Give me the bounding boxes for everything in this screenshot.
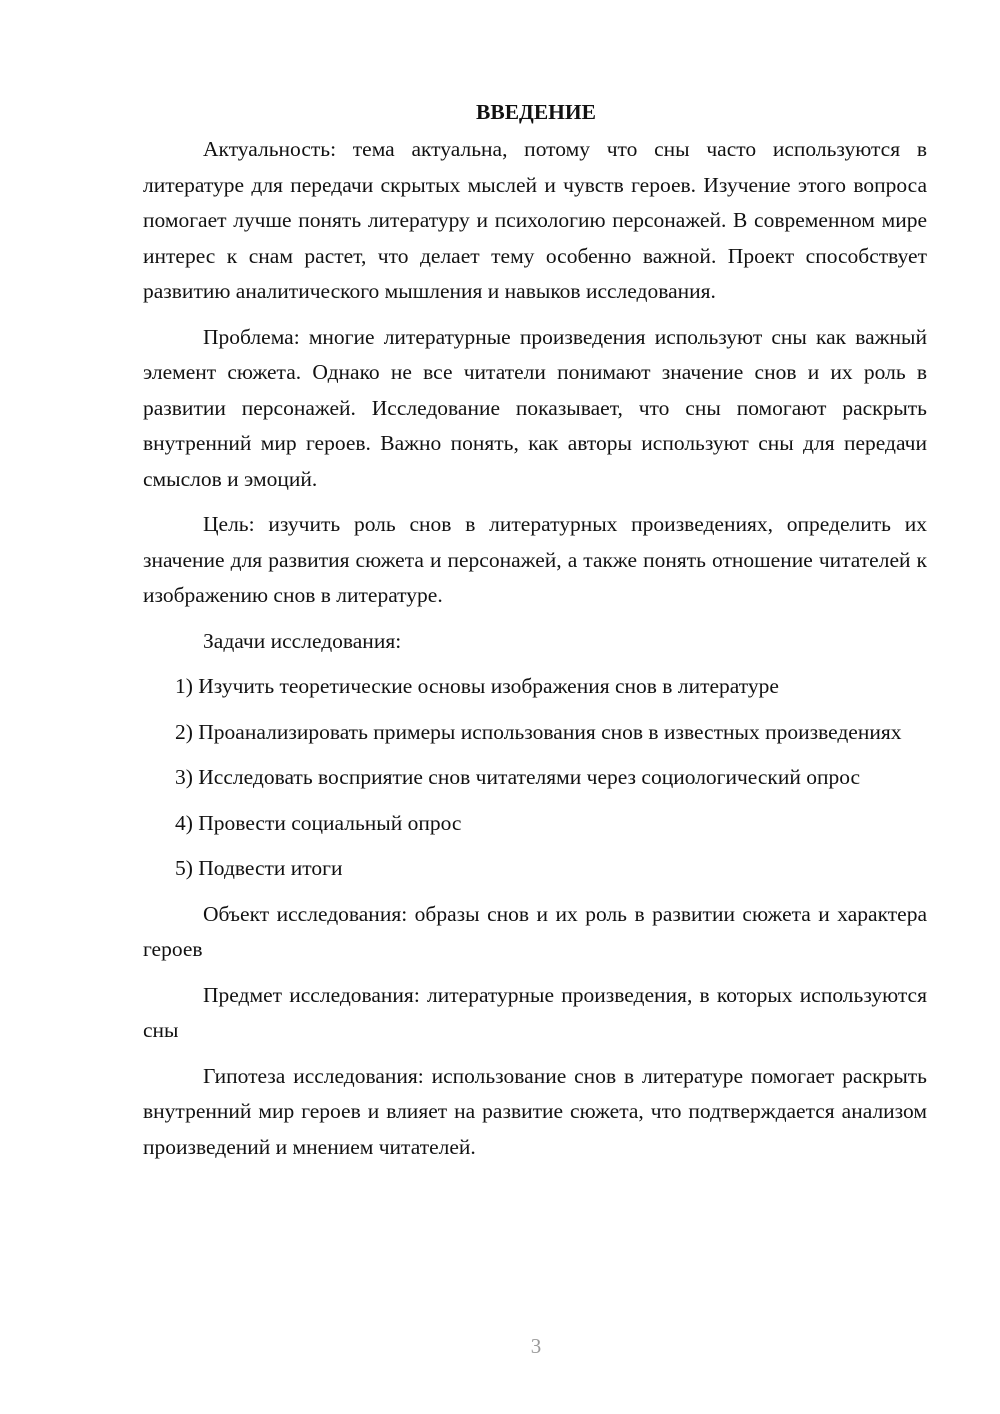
task-item-3: 3) Исследовать восприятие снов читателями через социологический опрос: [175, 765, 861, 789]
task-item-2: 2) Проанализировать примеры использования снов в известных произведениях: [175, 719, 902, 744]
task-item-4: 4) Провести социальный опрос: [175, 810, 462, 835]
document-page: [143, 94, 927, 1175]
page-title: ВВЕДЕНИЕ: [476, 100, 596, 124]
task-item-5: 5) Подвести итоги: [175, 856, 343, 880]
paragraph-subject: Предмет исследования: литературные произведения, в которых используются сны: [143, 982, 927, 1042]
tasks-heading: Задачи исследования:: [203, 628, 402, 653]
page-number: 3: [530, 1334, 542, 1358]
paragraph-object: Объект исследования: образы снов и их роль в развитии сюжета и характера героев: [143, 901, 927, 961]
paragraph-problem: Проблема: многие литературные произведения используют сны как важный элемент сюжета. Однако не все читатели понимают значение снов и их роль в развитии персонажей. Исследование показывает, что сны помогают раскрыть внутренний мир героев. Важно понять, как авторы используют сны для передачи смыслов и эмоций.: [143, 324, 927, 491]
paragraph-goal: Цель: изучить роль снов в литературных произведениях, определить их значение для развития сюжета и персонажей, а также понять отношение читателей к изображению снов в литературе.: [143, 512, 927, 607]
task-item-1: 1) Изучить теоретические основы изображения снов в литературе: [175, 674, 779, 698]
paragraph-hypothesis: Гипотеза исследования: использование снов в литературе помогает раскрыть внутренний мир героев и влияет на развитие сюжета, что подтверждается анализом произведений и мнением читателей.: [143, 1063, 927, 1159]
paragraph-relevance: Актуальность: тема актуальна, потому что сны часто используются в литературе для передачи скрытых мыслей и чувств героев. Изучение этого вопроса помогает лучше понять литературу и психологию персонажей. В современном мире интерес к снам растет, что делает тему особенно важной. Проект способствует развитию аналитического мышления и навыков исследования.: [143, 137, 927, 303]
